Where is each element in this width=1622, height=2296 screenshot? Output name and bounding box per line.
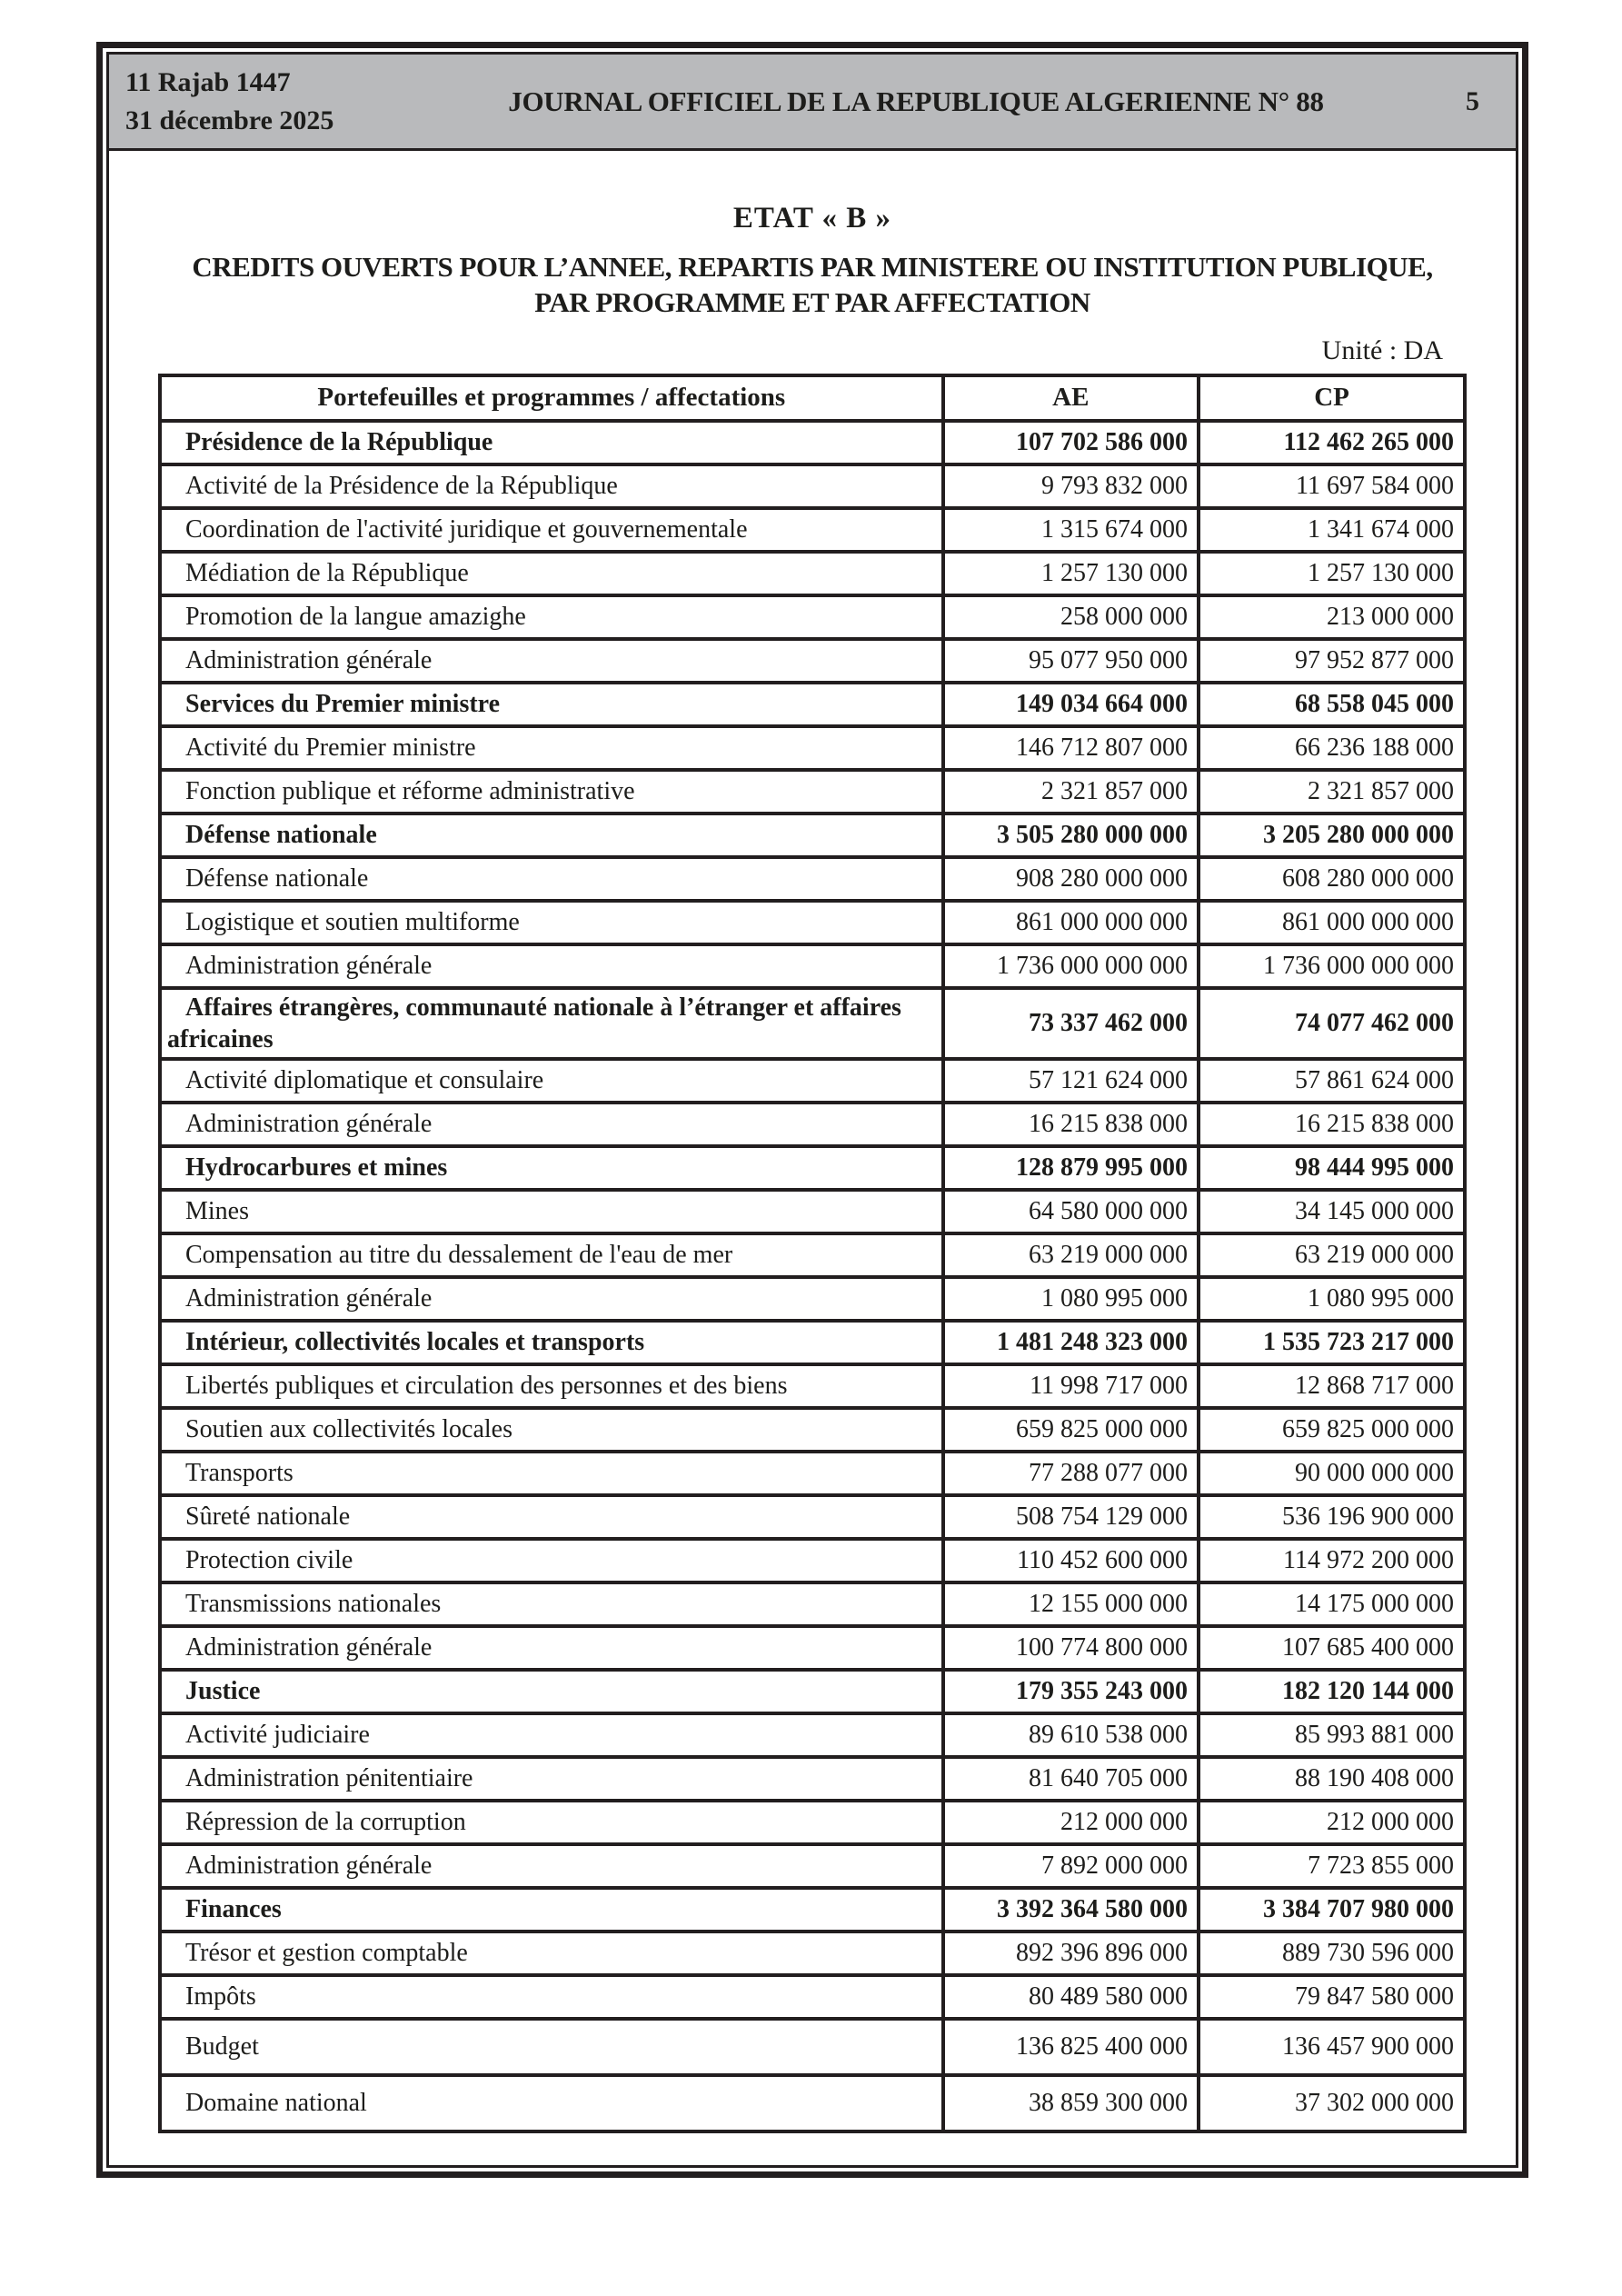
table-row [160, 1888, 1465, 1932]
table-row [160, 1190, 1465, 1233]
ae-cell: 659 825 000 000 [943, 1408, 1199, 1452]
ae-cell: 258 000 000 [943, 595, 1199, 639]
table-row [160, 1364, 1465, 1408]
portfolio-cell: Compensation au titre du dessalement de l'eau de mer [160, 1233, 943, 1277]
ae-cell: 136 825 400 000 [943, 2019, 1199, 2075]
portfolio-cell: Impôts [160, 1975, 943, 2019]
cp-cell: 12 868 717 000 [1199, 1364, 1465, 1408]
portfolio-cell: Logistique et soutien multiforme [160, 901, 943, 944]
cp-cell: 90 000 000 000 [1199, 1452, 1465, 1495]
cp-cell: 1 535 723 217 000 [1199, 1321, 1465, 1364]
cp-cell: 37 302 000 000 [1199, 2075, 1465, 2131]
cp-cell: 659 825 000 000 [1199, 1408, 1465, 1452]
ae-cell: 9 793 832 000 [943, 464, 1199, 508]
table-row [160, 595, 1465, 639]
cp-cell: 16 215 838 000 [1199, 1103, 1465, 1146]
table-row [160, 1713, 1465, 1757]
portfolio-cell: Services du Premier ministre [160, 683, 943, 726]
ae-cell: 1 736 000 000 000 [943, 944, 1199, 988]
table-row [160, 1495, 1465, 1539]
cp-cell: 68 558 045 000 [1199, 683, 1465, 726]
portfolio-cell: Activité de la Présidence de la République [160, 464, 943, 508]
column-header-cp: CP [1199, 375, 1465, 421]
masthead [109, 55, 1516, 151]
ae-cell: 16 215 838 000 [943, 1103, 1199, 1146]
cp-cell: 63 219 000 000 [1199, 1233, 1465, 1277]
cp-cell: 114 972 200 000 [1199, 1539, 1465, 1582]
ae-cell: 149 034 664 000 [943, 683, 1199, 726]
portfolio-cell: Coordination de l'activité juridique et gouvernementale [160, 508, 943, 552]
portfolio-cell: Répression de la corruption [160, 1801, 943, 1844]
table-row [160, 1801, 1465, 1844]
table-row [160, 464, 1465, 508]
table-row [160, 1059, 1465, 1103]
table-row [160, 1844, 1465, 1888]
ae-cell: 1 315 674 000 [943, 508, 1199, 552]
table-row [160, 639, 1465, 683]
ae-cell: 3 392 364 580 000 [943, 1888, 1199, 1932]
portfolio-cell: Administration générale [160, 1626, 943, 1670]
ae-cell: 110 452 600 000 [943, 1539, 1199, 1582]
ae-cell: 179 355 243 000 [943, 1670, 1199, 1713]
ae-cell: 146 712 807 000 [943, 726, 1199, 770]
portfolio-cell: Affaires étrangères, communauté nationale à l’étranger et affaires africaines [160, 988, 943, 1059]
cp-cell: 97 952 877 000 [1199, 639, 1465, 683]
cp-cell: 57 861 624 000 [1199, 1059, 1465, 1103]
ae-cell: 81 640 705 000 [943, 1757, 1199, 1801]
ae-cell: 107 702 586 000 [943, 421, 1199, 464]
document-subtitle [158, 250, 1467, 321]
ae-cell: 908 280 000 000 [943, 857, 1199, 901]
table-row [160, 1757, 1465, 1801]
cp-cell: 74 077 462 000 [1199, 988, 1465, 1059]
portfolio-cell: Libertés publiques et circulation des personnes et des biens [160, 1364, 943, 1408]
ae-cell: 38 859 300 000 [943, 2075, 1199, 2131]
date-gregorian: 31 décembre 2025 [125, 105, 334, 135]
table-row [160, 508, 1465, 552]
cp-cell: 79 847 580 000 [1199, 1975, 1465, 2019]
table-row [160, 1670, 1465, 1713]
table-row [160, 421, 1465, 464]
portfolio-cell: Domaine national [160, 2075, 943, 2131]
ae-cell: 12 155 000 000 [943, 1582, 1199, 1626]
portfolio-cell: Protection civile [160, 1539, 943, 1582]
cp-cell: 85 993 881 000 [1199, 1713, 1465, 1757]
table-row [160, 988, 1465, 1059]
table-row [160, 1103, 1465, 1146]
cp-cell: 1 080 995 000 [1199, 1277, 1465, 1321]
ae-cell: 89 610 538 000 [943, 1713, 1199, 1757]
table-row [160, 1975, 1465, 2019]
ae-cell: 64 580 000 000 [943, 1190, 1199, 1233]
cp-cell: 608 280 000 000 [1199, 857, 1465, 901]
table-header-row [160, 375, 1465, 421]
table-row [160, 1408, 1465, 1452]
table-row [160, 857, 1465, 901]
table-row [160, 1233, 1465, 1277]
cp-cell: 3 384 707 980 000 [1199, 1888, 1465, 1932]
table-row [160, 2075, 1465, 2131]
ae-cell: 2 321 857 000 [943, 770, 1199, 814]
subtitle-line-2: PAR PROGRAMME ET PAR AFFECTATION [534, 285, 1090, 318]
ae-cell: 100 774 800 000 [943, 1626, 1199, 1670]
ae-cell: 1 080 995 000 [943, 1277, 1199, 1321]
portfolio-cell: Défense nationale [160, 857, 943, 901]
cp-cell: 7 723 855 000 [1199, 1844, 1465, 1888]
table-row [160, 944, 1465, 988]
table-row [160, 1321, 1465, 1364]
ae-cell: 57 121 624 000 [943, 1059, 1199, 1103]
portfolio-cell: Administration générale [160, 1103, 943, 1146]
cp-cell: 536 196 900 000 [1199, 1495, 1465, 1539]
ae-cell: 95 077 950 000 [943, 639, 1199, 683]
table-header [160, 375, 1465, 421]
journal-title: JOURNAL OFFICIEL DE LA REPUBLIQUE ALGERIENNE N° 88 [508, 85, 1324, 117]
ae-cell: 7 892 000 000 [943, 1844, 1199, 1888]
cp-cell: 212 000 000 [1199, 1801, 1465, 1844]
portfolio-cell: Défense nationale [160, 814, 943, 857]
table-row [160, 552, 1465, 595]
portfolio-cell: Administration générale [160, 944, 943, 988]
cp-cell: 112 462 265 000 [1199, 421, 1465, 464]
portfolio-cell: Promotion de la langue amazighe [160, 595, 943, 639]
cp-cell: 1 341 674 000 [1199, 508, 1465, 552]
table-row [160, 683, 1465, 726]
cp-cell: 11 697 584 000 [1199, 464, 1465, 508]
table-row [160, 770, 1465, 814]
portfolio-cell: Transports [160, 1452, 943, 1495]
etat-title: ETAT « B » [732, 202, 892, 235]
page-frame-outer [96, 42, 1528, 2178]
table-row [160, 814, 1465, 857]
page-frame-inner [106, 52, 1518, 2168]
cp-cell: 98 444 995 000 [1199, 1146, 1465, 1190]
masthead-dates [125, 64, 425, 140]
portfolio-cell: Trésor et gestion comptable [160, 1932, 943, 1975]
cp-cell: 1 257 130 000 [1199, 552, 1465, 595]
table-row [160, 1146, 1465, 1190]
ae-cell: 3 505 280 000 000 [943, 814, 1199, 857]
table-row [160, 1452, 1465, 1495]
ae-cell: 128 879 995 000 [943, 1146, 1199, 1190]
portfolio-cell: Justice [160, 1670, 943, 1713]
table-body [160, 421, 1465, 2131]
cp-cell: 861 000 000 000 [1199, 901, 1465, 944]
table-row [160, 2019, 1465, 2075]
table-row [160, 1277, 1465, 1321]
page-content [109, 202, 1516, 2133]
cp-cell: 136 457 900 000 [1199, 2019, 1465, 2075]
cp-cell: 34 145 000 000 [1199, 1190, 1465, 1233]
ae-cell: 73 337 462 000 [943, 988, 1199, 1059]
portfolio-cell: Sûreté nationale [160, 1495, 943, 1539]
cp-cell: 182 120 144 000 [1199, 1670, 1465, 1713]
portfolio-cell: Hydrocarbures et mines [160, 1146, 943, 1190]
portfolio-cell: Soutien aux collectivités locales [160, 1408, 943, 1452]
portfolio-cell: Activité du Premier ministre [160, 726, 943, 770]
cp-cell: 14 175 000 000 [1199, 1582, 1465, 1626]
portfolio-cell: Transmissions nationales [160, 1582, 943, 1626]
table-row [160, 1582, 1465, 1626]
cp-cell: 2 321 857 000 [1199, 770, 1465, 814]
portfolio-cell: Administration générale [160, 1277, 943, 1321]
portfolio-cell: Administration générale [160, 1844, 943, 1888]
portfolio-cell: Finances [160, 1888, 943, 1932]
cp-cell: 107 685 400 000 [1199, 1626, 1465, 1670]
ae-cell: 1 257 130 000 [943, 552, 1199, 595]
column-header-ae: AE [943, 375, 1199, 421]
portfolio-cell: Administration générale [160, 639, 943, 683]
unit-label: Unité : DA [1321, 334, 1443, 365]
ae-cell: 508 754 129 000 [943, 1495, 1199, 1539]
ae-cell: 77 288 077 000 [943, 1452, 1199, 1495]
table-row [160, 1626, 1465, 1670]
cp-cell: 889 730 596 000 [1199, 1932, 1465, 1975]
portfolio-cell: Fonction publique et réforme administrative [160, 770, 943, 814]
ae-cell: 861 000 000 000 [943, 901, 1199, 944]
table-row [160, 1932, 1465, 1975]
column-header-portfolios: Portefeuilles et programmes / affectations [160, 375, 943, 421]
subtitle-line-1: CREDITS OUVERTS POUR L’ANNEE, REPARTIS PAR MINISTERE OU INSTITUTION PUBLIQUE, [192, 251, 1433, 283]
portfolio-cell: Médiation de la République [160, 552, 943, 595]
cp-cell: 213 000 000 [1199, 595, 1465, 639]
ae-cell: 63 219 000 000 [943, 1233, 1199, 1277]
credits-table [158, 374, 1467, 2133]
portfolio-cell: Budget [160, 2019, 943, 2075]
ae-cell: 80 489 580 000 [943, 1975, 1199, 2019]
table-row [160, 1539, 1465, 1582]
cp-cell: 66 236 188 000 [1199, 726, 1465, 770]
portfolio-cell: Administration pénitentiaire [160, 1757, 943, 1801]
ae-cell: 212 000 000 [943, 1801, 1199, 1844]
ae-cell: 11 998 717 000 [943, 1364, 1199, 1408]
date-hijri: 11 Rajab 1447 [125, 66, 291, 97]
page-number: 5 [1466, 85, 1479, 116]
portfolio-cell: Activité judiciaire [160, 1713, 943, 1757]
portfolio-cell: Activité diplomatique et consulaire [160, 1059, 943, 1103]
table-row [160, 726, 1465, 770]
cp-cell: 88 190 408 000 [1199, 1757, 1465, 1801]
cp-cell: 1 736 000 000 000 [1199, 944, 1465, 988]
cp-cell: 3 205 280 000 000 [1199, 814, 1465, 857]
ae-cell: 892 396 896 000 [943, 1932, 1199, 1975]
table-row [160, 901, 1465, 944]
portfolio-cell: Intérieur, collectivités locales et transports [160, 1321, 943, 1364]
ae-cell: 1 481 248 323 000 [943, 1321, 1199, 1364]
portfolio-cell: Mines [160, 1190, 943, 1233]
portfolio-cell: Présidence de la République [160, 421, 943, 464]
